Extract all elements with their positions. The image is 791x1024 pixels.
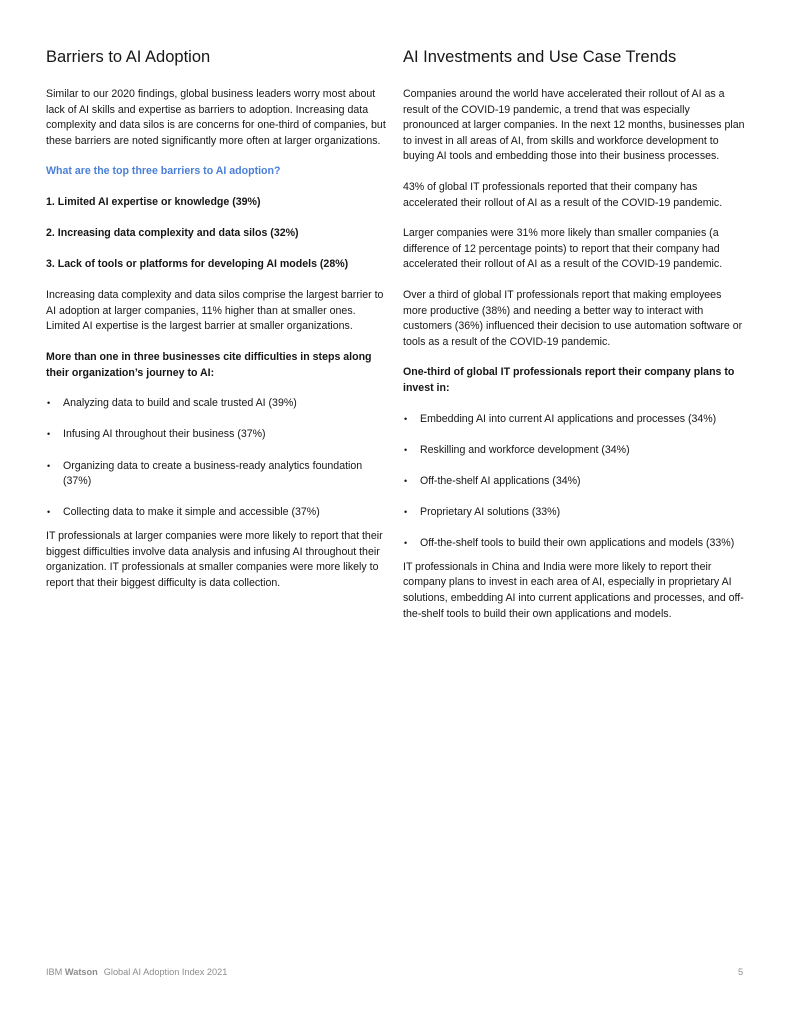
list-item: • Organizing data to create a business-ready analytics foundation (37%)	[46, 459, 386, 490]
barrier-item-3: 3. Lack of tools or platforms for developing AI models (28%)	[46, 258, 349, 271]
investments-lead: One-third of global IT professionals report their company plans to invest in:	[403, 366, 735, 394]
page-number: 5	[738, 967, 744, 977]
difficulties-lead: More than one in three businesses cite difficulties in steps along their organization’s journey to AI:	[46, 351, 372, 379]
section-heading-barriers: Barriers to AI Adoption	[46, 48, 211, 66]
investments-paragraph-2: 43% of global IT professionals reported that their company has accelerated their rollout of AI as a result of the COVID-19 pandemic.	[403, 180, 723, 209]
list-item: • Collecting data to make it simple and accessible (37%)	[46, 505, 386, 521]
barriers-question: What are the top three barriers to AI adoption?	[46, 165, 281, 178]
footer-doc-title: Global AI Adoption Index 2021	[103, 967, 228, 977]
page-footer	[46, 967, 227, 977]
investments-list	[403, 412, 748, 552]
investments-paragraph-4: Over a third of global IT professionals report that making employees more productive (38%) and needing a better way to interact with customers (36%) influenced their decision to use automation software or tools as a result of the COVID-19 pandemic.	[403, 288, 743, 348]
brand-ibm: IBM	[46, 967, 63, 977]
investments-paragraph-3: Larger companies were 31% more likely than smaller companies (a difference of 12 percentage points) to report that their company had accelerated their rollout of AI as a result of the COVID-19 pandemic.	[403, 227, 723, 271]
list-item: • Analyzing data to build and scale trusted AI (39%)	[46, 396, 386, 412]
list-item: • Infusing AI throughout their business (37%)	[46, 427, 386, 443]
list-item: • Embedding AI into current AI applications and processes (34%)	[403, 412, 748, 428]
difficulties-list	[46, 396, 386, 521]
footer-brand	[46, 967, 98, 977]
section-heading-investments: AI Investments and Use Case Trends	[403, 48, 677, 66]
list-item: • Off-the-shelf tools to build their own applications and models (33%)	[403, 536, 748, 552]
investments-intro: Companies around the world have accelerated their rollout of AI as a result of the COVID-19 pandemic, a trend that was especially pronounced at larger companies. In the next 12 months, businesses plan to invest in all areas of AI, from skills and workforce development to buying AI tools and embedding those into their business processes.	[403, 88, 745, 163]
barriers-paragraph: Increasing data complexity and data silos comprise the largest barrier to AI adoption at larger companies, 11% higher than at smaller ones. Limited AI expertise is the largest barrier at smaller organizations.	[46, 289, 384, 333]
list-item: • Off-the-shelf AI applications (34%)	[403, 474, 748, 490]
investments-closing: IT professionals in China and India were more likely to report their company plans to invest in each area of AI, especially in proprietary AI solutions, embedding AI into current applications and processes, and off-the-shelf tools to build their own applications and models.	[403, 560, 744, 620]
barrier-item-1: 1. Limited AI expertise or knowledge (39%)	[46, 195, 261, 208]
list-item: • Reskilling and workforce development (34%)	[403, 443, 748, 459]
barriers-intro: Similar to our 2020 findings, global business leaders worry most about lack of AI skills and expertise as barriers to adoption. Increasing data complexity and data silos is are concerns for one-third of companies, but these barriers are noted significantly more often at larger organizations.	[46, 88, 386, 147]
difficulties-closing: IT professionals at larger companies were more likely to report that their biggest difficulties involve data analysis and infusing AI throughout their organization. IT professionals at smaller companies were more likely to report that their biggest difficulty is data collection.	[46, 529, 383, 589]
brand-watson: Watson	[64, 967, 98, 977]
list-item: • Proprietary AI solutions (33%)	[403, 505, 748, 521]
left-column	[46, 47, 386, 606]
barrier-item-2: 2. Increasing data complexity and data silos (32%)	[46, 227, 299, 240]
right-column	[403, 47, 748, 637]
